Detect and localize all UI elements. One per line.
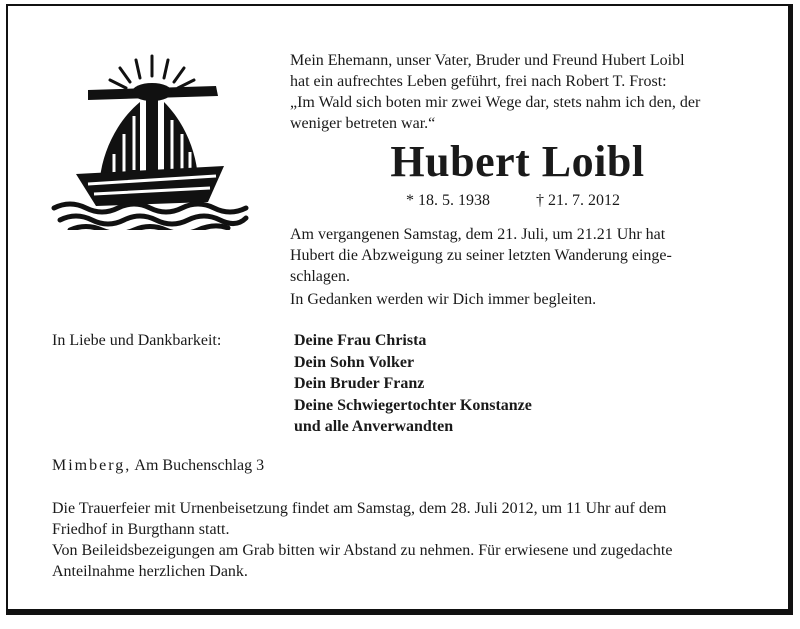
family-member: Deine Schwiegertochter Konstanze bbox=[294, 396, 532, 414]
funeral-line: Die Trauerfeier mit Urnenbeisetzung findet am Samstag, dem 28. Juli 2012, um 11 Uhr auf dem bbox=[52, 500, 667, 517]
funeral-line: Friedhof in Burgthann statt. bbox=[52, 521, 230, 538]
family-list bbox=[294, 330, 532, 438]
intro-line: weniger betreten war.“ bbox=[290, 115, 436, 132]
intro-line: hat ein aufrechtes Leben geführt, frei nach Robert T. Frost: bbox=[290, 73, 667, 90]
address-town: Mimberg, bbox=[52, 457, 132, 474]
condolence-line: Anteilnahme herzlichen Dank. bbox=[52, 563, 248, 580]
death-date: † 21. 7. 2012 bbox=[536, 192, 620, 209]
intro-line: „Im Wald sich boten mir zwei Wege dar, stets nahm ich den, der bbox=[290, 94, 701, 111]
ship-with-cross-and-sun-icon bbox=[48, 50, 253, 230]
address bbox=[52, 455, 264, 476]
deceased-name: Hubert Loibl bbox=[390, 137, 645, 186]
family-member: Deine Frau Christa bbox=[294, 332, 427, 349]
announcement-text bbox=[290, 224, 745, 310]
intro-text bbox=[290, 50, 745, 134]
condolence-line: Von Beileidsbezeigungen am Grab bitten wir Abstand zu nehmen. Für erwiesene und zugedachte bbox=[52, 542, 673, 559]
family-member: Dein Bruder Franz bbox=[294, 375, 425, 392]
family-member: und alle Anverwandten bbox=[294, 418, 454, 435]
love-label: In Liebe und Dankbarkeit: bbox=[52, 332, 222, 349]
closing-line: In Gedanken werden wir Dich immer begleiten. bbox=[290, 291, 597, 308]
announcement-line: Am vergangenen Samstag, dem 21. Juli, um 21.21 Uhr hat bbox=[290, 226, 666, 243]
intro-line: Mein Ehemann, unser Vater, Bruder und Freund Hubert Loibl bbox=[290, 52, 685, 69]
family-member: Dein Sohn Volker bbox=[294, 353, 415, 371]
announcement-line: schlagen. bbox=[290, 268, 350, 285]
announcement-line: Hubert die Abzweigung zu seiner letzten Wanderung einge- bbox=[290, 247, 672, 264]
funeral-info bbox=[52, 498, 745, 582]
address-street: Am Buchenschlag 3 bbox=[134, 457, 265, 474]
birth-date: * 18. 5. 1938 bbox=[406, 192, 490, 209]
